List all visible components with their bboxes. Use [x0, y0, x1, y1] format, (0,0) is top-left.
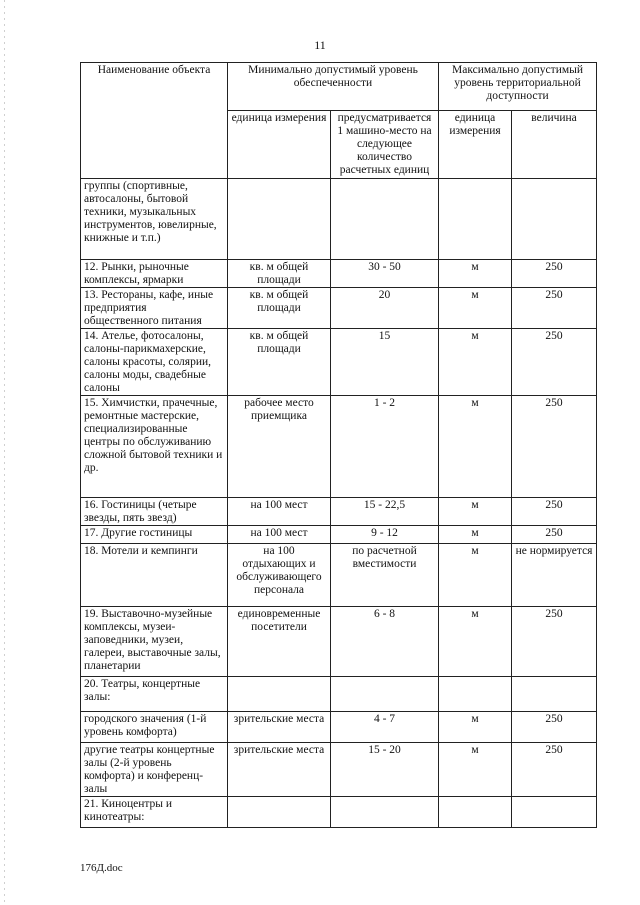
table-row: [81, 260, 597, 288]
cell-object-name: 15. Химчистки, прачечные, ремонтные мастерские, специализированные центры по обслуживанию сложной бытовой техники и др.: [81, 396, 228, 498]
table-row: [81, 526, 597, 544]
table-row: [81, 607, 597, 677]
cell-min-unit: зрительские места: [228, 712, 331, 743]
cell-max-unit: м: [439, 743, 512, 797]
cell-max-unit: м: [439, 526, 512, 544]
table-row: [81, 288, 597, 329]
footer-file-name: 176Д.doc: [80, 862, 123, 874]
cell-object-name: другие театры концертные залы (2-й уровень комфорта) и конференц-залы: [81, 743, 228, 797]
table-row: [81, 544, 597, 607]
page-number: 11: [314, 38, 326, 52]
cell-max-value: 250: [512, 260, 597, 288]
cell-min-unit: на 100 мест: [228, 526, 331, 544]
cell-min-unit: кв. м общей площади: [228, 288, 331, 329]
cell-max-value: 250: [512, 498, 597, 526]
cell-min-count: 20: [331, 288, 439, 329]
cell-max-value: 250: [512, 526, 597, 544]
table-row: [81, 498, 597, 526]
header-min-unit: единица измерения: [228, 111, 331, 179]
cell-min-unit: [228, 797, 331, 828]
cell-min-count: [331, 677, 439, 712]
cell-object-name: 13. Рестораны, кафе, иные предприятия общественного питания: [81, 288, 228, 329]
table-row: [81, 712, 597, 743]
cell-object-name: группы (спортивные, автосалоны, бытовой техники, музыкальных инструментов, ювелирные, книжные и т.п.): [81, 179, 228, 260]
cell-max-unit: м: [439, 260, 512, 288]
cell-object-name: 20. Театры, концертные залы:: [81, 677, 228, 712]
table-row: [81, 743, 597, 797]
table-row: [81, 677, 597, 712]
cell-min-unit: кв. м общей площади: [228, 329, 331, 396]
cell-max-value: 250: [512, 288, 597, 329]
cell-object-name: городского значения (1-й уровень комфорта): [81, 712, 228, 743]
cell-min-unit: [228, 677, 331, 712]
cell-max-value: 250: [512, 607, 597, 677]
scan-margin-line: [4, 0, 5, 905]
cell-object-name: 16. Гостиницы (четыре звезды, пять звезд): [81, 498, 228, 526]
cell-min-unit: на 100 отдыхающих и обслуживающего персонала: [228, 544, 331, 607]
cell-max-unit: м: [439, 396, 512, 498]
cell-min-count: по расчетной вместимости: [331, 544, 439, 607]
table-row: [81, 797, 597, 828]
cell-max-value: 250: [512, 329, 597, 396]
cell-object-name: 14. Ателье, фотосалоны, салоны-парикмахерские, салоны красоты, солярии, салоны моды, свадебные салоны: [81, 329, 228, 396]
cell-min-unit: зрительские места: [228, 743, 331, 797]
cell-min-unit: [228, 179, 331, 260]
cell-max-unit: [439, 797, 512, 828]
cell-max-value: не нормируется: [512, 544, 597, 607]
cell-min-count: 30 - 50: [331, 260, 439, 288]
norms-table: [80, 62, 597, 828]
cell-object-name: 21. Киноцентры и кинотеатры:: [81, 797, 228, 828]
cell-max-unit: м: [439, 329, 512, 396]
cell-max-value: 250: [512, 396, 597, 498]
cell-min-count: 15 - 22,5: [331, 498, 439, 526]
cell-max-unit: [439, 179, 512, 260]
cell-max-value: [512, 677, 597, 712]
cell-object-name: 18. Мотели и кемпинги: [81, 544, 228, 607]
cell-max-unit: м: [439, 544, 512, 607]
cell-min-unit: кв. м общей площади: [228, 260, 331, 288]
table-row: [81, 179, 597, 260]
cell-object-name: 19. Выставочно-музейные комплексы, музеи-заповедники, музеи, галереи, выставочные залы, планетарии: [81, 607, 228, 677]
cell-max-value: 250: [512, 743, 597, 797]
table-row: [81, 329, 597, 396]
cell-min-count: 15: [331, 329, 439, 396]
header-max-level: Максимально допустимый уровень территориальной доступности: [439, 63, 597, 111]
header-object-name: Наименование объекта: [81, 63, 228, 179]
header-max-value: величина: [512, 111, 597, 179]
cell-min-count: 4 - 7: [331, 712, 439, 743]
cell-min-count: [331, 179, 439, 260]
cell-object-name: 17. Другие гостиницы: [81, 526, 228, 544]
cell-min-unit: рабочее место приемщика: [228, 396, 331, 498]
cell-max-unit: м: [439, 712, 512, 743]
cell-max-unit: м: [439, 498, 512, 526]
cell-min-count: 6 - 8: [331, 607, 439, 677]
header-max-unit: единица измерения: [439, 111, 512, 179]
cell-max-unit: м: [439, 288, 512, 329]
cell-object-name: 12. Рынки, рыночные комплексы, ярмарки: [81, 260, 228, 288]
cell-max-value: 250: [512, 712, 597, 743]
cell-min-count: 1 - 2: [331, 396, 439, 498]
cell-min-count: [331, 797, 439, 828]
cell-max-value: [512, 179, 597, 260]
cell-max-unit: м: [439, 607, 512, 677]
cell-min-count: 9 - 12: [331, 526, 439, 544]
table-row: [81, 396, 597, 498]
cell-max-unit: [439, 677, 512, 712]
cell-max-value: [512, 797, 597, 828]
cell-min-count: 15 - 20: [331, 743, 439, 797]
table-header-row-1: [81, 63, 597, 111]
cell-min-unit: на 100 мест: [228, 498, 331, 526]
cell-min-unit: единовременные посетители: [228, 607, 331, 677]
header-min-count: предусматривается 1 машино-место на следующее количество расчетных единиц: [331, 111, 439, 179]
header-min-level: Минимально допустимый уровень обеспеченности: [228, 63, 439, 111]
